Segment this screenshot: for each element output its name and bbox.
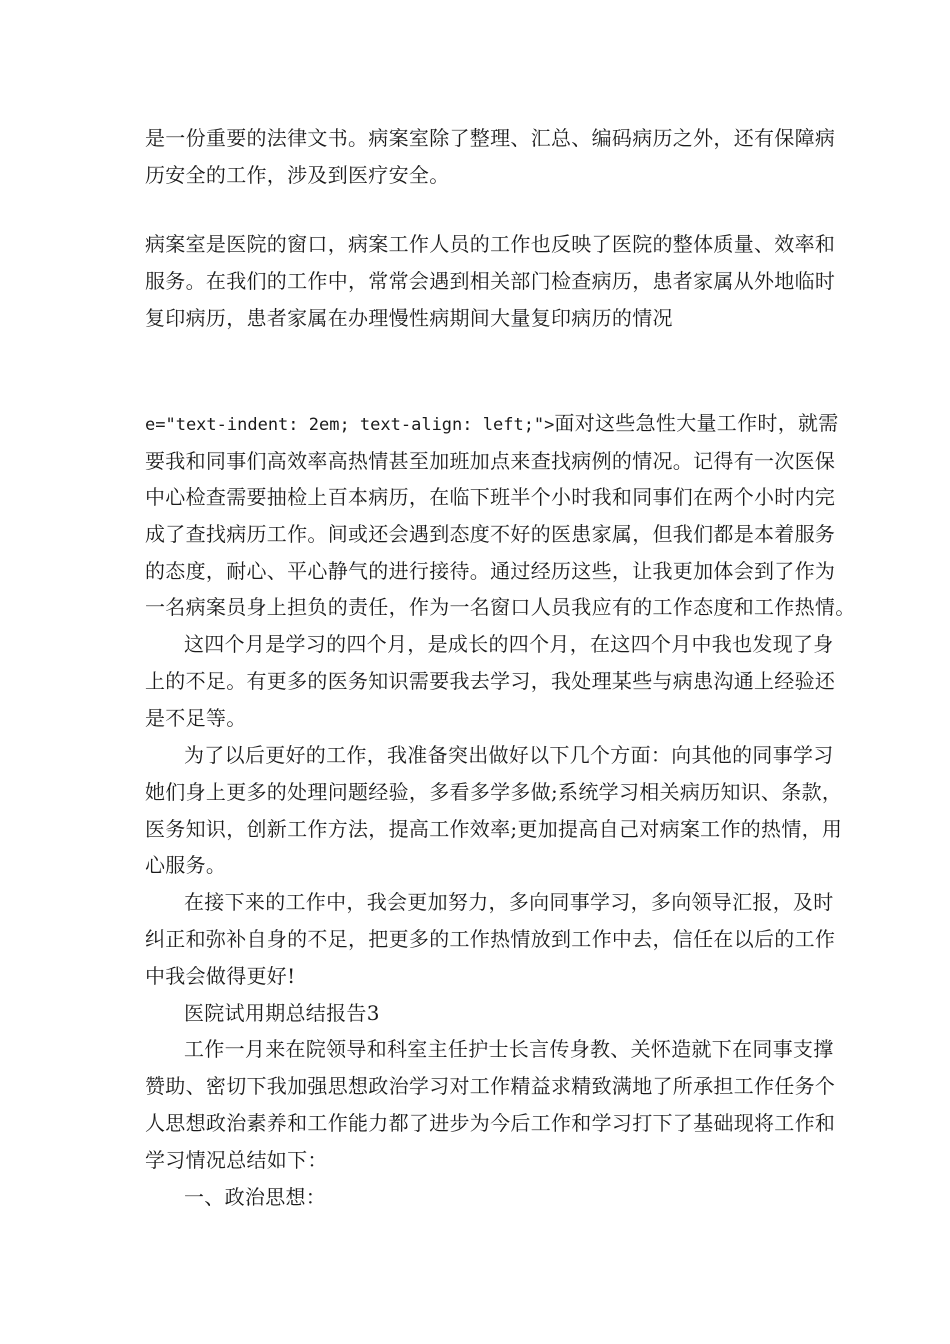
paragraph-line: 服务。在我们的工作中，常常会遇到相关部门检查病历，患者家属从外地临时 [145,269,836,293]
paragraph-line: 上的不足。有更多的医务知识需要我去学习，我处理某些与病患沟通上经验还 [145,669,836,693]
paragraph-line: 学习情况总结如下： [145,1148,328,1172]
paragraph-line: 人思想政治素养和工作能力都了进步为今后工作和学习打下了基础现将工作和 [145,1111,836,1135]
paragraph-line: 要我和同事们高效率高热情甚至加班加点来查找病例的情况。记得有一次医保 [145,449,836,473]
paragraph-line: 这四个月是学习的四个月，是成长的四个月，在这四个月中我也发现了身 [184,632,834,656]
paragraph-line: 心服务。 [145,853,227,877]
paragraph-line: 她们身上更多的处理问题经验，多看多学多做;系统学习相关病历知识、条款， [145,780,843,804]
paragraph-line: 在接下来的工作中，我会更加努力，多向同事学习，多向领导汇报，及时 [184,890,834,914]
section-heading: 医院试用期总结报告3 [184,1001,380,1025]
paragraph-line: 一名病案员身上担负的责任，作为一名窗口人员我应有的工作态度和工作热情。 [145,595,856,619]
paragraph-line: 病案室是医院的窗口，病案工作人员的工作也反映了医院的整体质量、效率和 [145,232,836,256]
paragraph-line: 中心检查需要抽检上百本病历，在临下班半个小时我和同事们在两个小时内完 [145,485,836,509]
paragraph-line: 的态度，耐心、平心静气的进行接待。通过经历这些，让我更加体会到了作为 [145,559,836,583]
section-heading: 一、政治思想： [184,1185,327,1209]
paragraph-line: 是不足等。 [145,706,247,730]
paragraph-line: 是一份重要的法律文书。病案室除了整理、汇总、编码病历之外，还有保障病 [145,126,836,150]
paragraph-line: 中我会做得更好! [145,964,296,988]
paragraph-line: 工作一月来在院领导和科室主任护士长言传身教、关怀造就下在同事支撑 [184,1037,834,1061]
paragraph-line [145,410,839,438]
paragraph-line: 成了查找病历工作。间或还会遇到态度不好的医患家属，但我们都是本着服务 [145,522,836,546]
code-fragment: e="text-indent: 2em; text-align: left;"> [145,415,555,435]
paragraph-line: 医务知识，创新工作方法，提高工作效率;更加提高自己对病案工作的热情，用 [145,817,843,841]
paragraph-line: 赞助、密切下我加强思想政治学习对工作精益求精致满地了所承担工作任务个 [145,1074,836,1098]
paragraph-line: 复印病历，患者家属在办理慢性病期间大量复印病历的情况 [145,306,673,330]
paragraph-line: 纠正和弥补自身的不足，把更多的工作热情放到工作中去，信任在以后的工作 [145,927,836,951]
paragraph-text: 面对这些急性大量工作时，就需 [554,411,839,435]
paragraph-line: 为了以后更好的工作，我准备突出做好以下几个方面：向其他的同事学习 [184,743,834,767]
paragraph-line: 历安全的工作，涉及到医疗安全。 [145,163,450,187]
